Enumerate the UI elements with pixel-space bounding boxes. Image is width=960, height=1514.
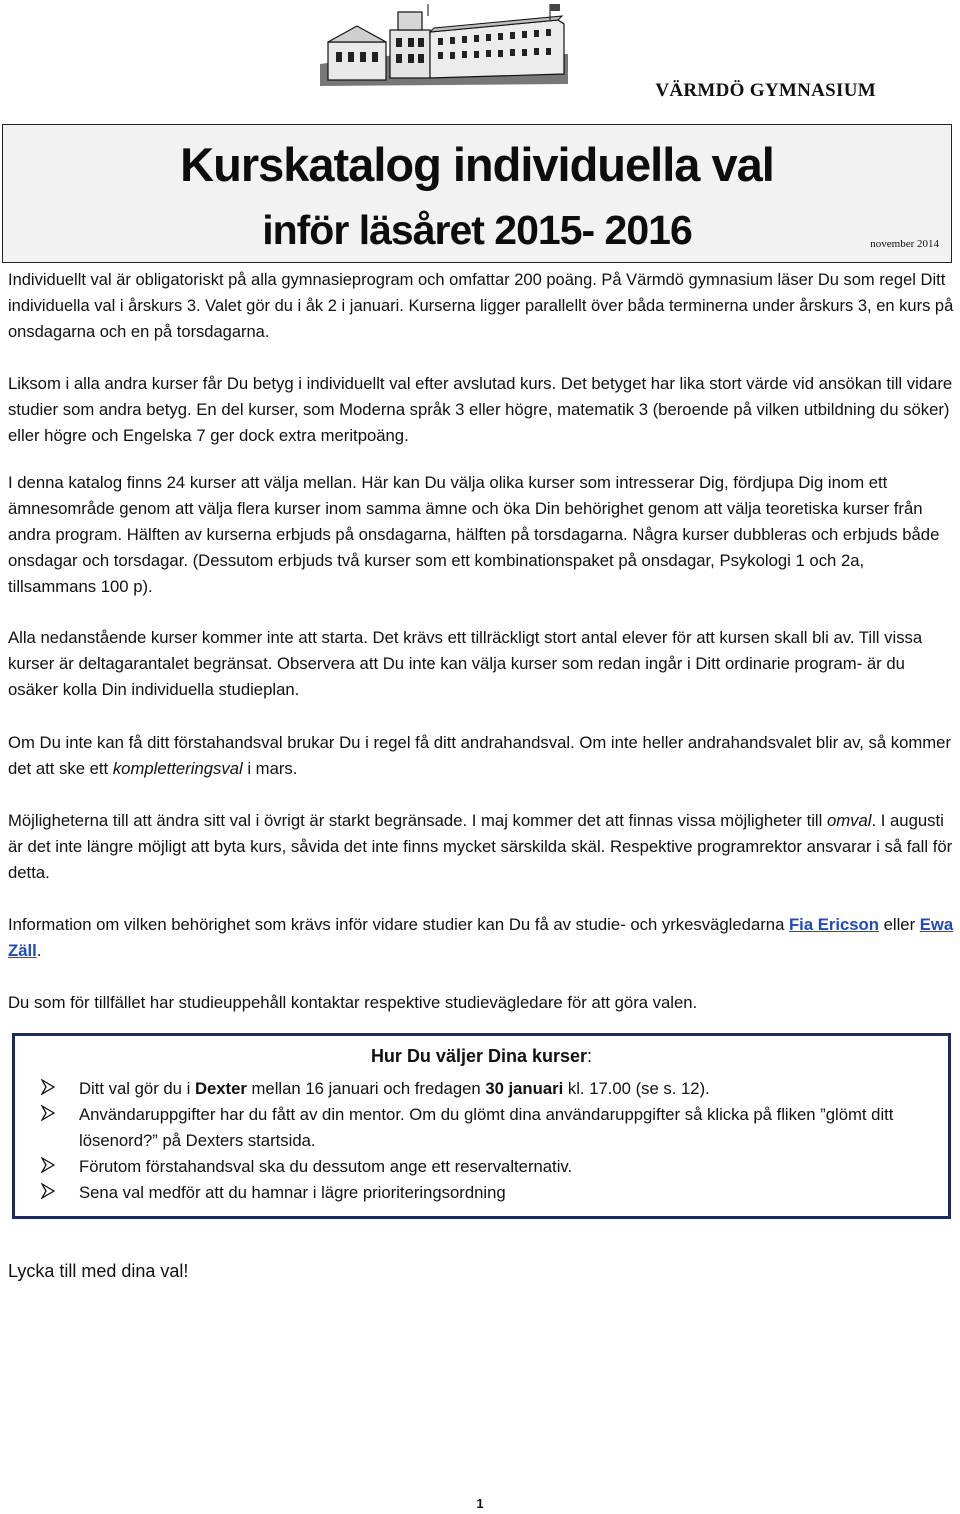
howto-list (41, 1076, 951, 1206)
howto-item-text: kl. 17.00 (se s. 12). (563, 1079, 710, 1098)
howto-item-text: Användaruppgifter har du fått av din mentor. Om du glömt dina användaruppgifter så klicka på fliken ”glömt ditt lösenord?” på Dexters startsida. (79, 1105, 894, 1150)
second-choice-end: i mars. (242, 759, 298, 778)
info-paragraph (8, 912, 954, 964)
second-choice-term: kompletteringsval (112, 759, 243, 778)
howto-title-colon: : (587, 1046, 593, 1066)
page-number: 1 (476, 1496, 484, 1511)
howto-item (41, 1154, 951, 1180)
info-middle: eller (878, 915, 920, 934)
howto-title (15, 1046, 948, 1067)
closing-line: Lycka till med dina val! (8, 1261, 189, 1281)
second-choice-text: Om Du inte kan få ditt förstahandsval brukar Du i regel få ditt andrahandsval. Om inte heller andrahandsvalet blir av, så kommer det att ske ett (8, 733, 951, 778)
change-term: omval (826, 811, 872, 830)
deadline-label: 30 januari (485, 1079, 564, 1098)
howto-title-text: Hur Du väljer Dina kurser (370, 1046, 588, 1066)
catalog-paragraph: I denna katalog finns 24 kurser att välja mellan. Här kan Du välja olika kurser som intresserar Dig, fördjupa Dig inom ett ämnesområde genom att välja flera kurser inom samma ämne och öka Din behörighet genom att välja teoretiska kurser från andra program. Hälften av kurserna erbjuds på onsdagarna, hälften på torsdagarna. Några kurser dubbleras och erbjuds både onsdagar och torsdagar. (Dessutom erbjuds två kurser som ett kombinationspaket på onsdagar, Psykologi 1 och 2a, tillsammans 100 p). (8, 473, 940, 596)
change-paragraph (8, 808, 954, 886)
howto-box (12, 1033, 951, 1219)
howto-item-text: Förutom förstahandsval ska du dessutom ange ett reservalternativ. (79, 1157, 573, 1176)
title-box (2, 124, 952, 263)
school-building-illustration (318, 2, 570, 94)
arrow-bullet-icon (41, 1079, 55, 1095)
howto-item (41, 1180, 951, 1206)
change-text: Möjligheterna till att ändra sitt val i övrigt är starkt begränsade. I maj kommer det att finnas vissa möjligheter till (8, 811, 827, 830)
howto-item-text: Sena val medför att du hamnar i lägre prioriteringsordning (79, 1183, 506, 1202)
not-all-start-paragraph: Alla nedanstående kurser kommer inte att starta. Det krävs ett tillräckligt stort antal elever för att kursen skall bli av. Till vissa kurser är deltagarantalet begränsat. Observera att Du inte kan välja kurser som redan ingår i Ditt ordinarie program- är du osäker kolla Din individuella studieplan. (8, 628, 923, 699)
grades-paragraph: Liksom i alla andra kurser får Du betyg i individuellt val efter avslutad kurs. Det betyget har lika stort värde vid ansökan till vidare studier som andra betyg. En del kurser, som Moderna språk 3 eller högre, matematik 3 (beroende på vilken utbildning du söker) eller högre och Engelska 7 ger dock extra meritpoäng. (8, 374, 953, 445)
school-name: VÄRMDÖ GYMNASIUM (655, 80, 876, 101)
counselor-link-ewa[interactable]: Ewa Zäll (8, 915, 954, 960)
page-title: Kurskatalog individuella val (180, 138, 774, 191)
howto-item (41, 1102, 951, 1154)
howto-item (41, 1076, 951, 1102)
page-subtitle: inför läsåret 2015- 2016 (262, 207, 692, 253)
arrow-bullet-icon (41, 1105, 55, 1121)
arrow-bullet-icon (41, 1183, 55, 1199)
howto-item-text: Ditt val gör du i (79, 1079, 195, 1098)
dexter-label: Dexter (194, 1079, 247, 1098)
study-break-paragraph: Du som för tillfället har studieuppehåll kontaktar respektive studievägledare för att göra valen. (8, 993, 698, 1012)
info-text: Information om vilken behörighet som krävs inför vidare studier kan Du få av studie- och yrkesvägledarna (8, 915, 789, 934)
arrow-bullet-icon (41, 1157, 55, 1173)
document-date: november 2014 (870, 238, 939, 250)
intro-paragraph: Individuellt val är obligatoriskt på alla gymnasieprogram och omfattar 200 poäng. På Värmdö gymnasium läser Du som regel Ditt individuella val i årskurs 3. Valet gör du i åk 2 i januari. Kurserna ligger parallellt över båda terminerna under årskurs 3, en kurs på onsdagarna och en på torsdagarna. (8, 271, 954, 341)
howto-item-text: mellan 16 januari och fredagen (246, 1079, 486, 1098)
change-end: . I augusti är det inte längre möjligt att byta kurs, såvida det inte finns mycket särskilda skäl. Respektive programrektor ansvarar i så fall för detta. (8, 811, 953, 882)
counselor-link-fia[interactable]: Fia Ericson (788, 915, 879, 934)
second-choice-paragraph (8, 730, 954, 782)
info-end: . (36, 941, 42, 960)
